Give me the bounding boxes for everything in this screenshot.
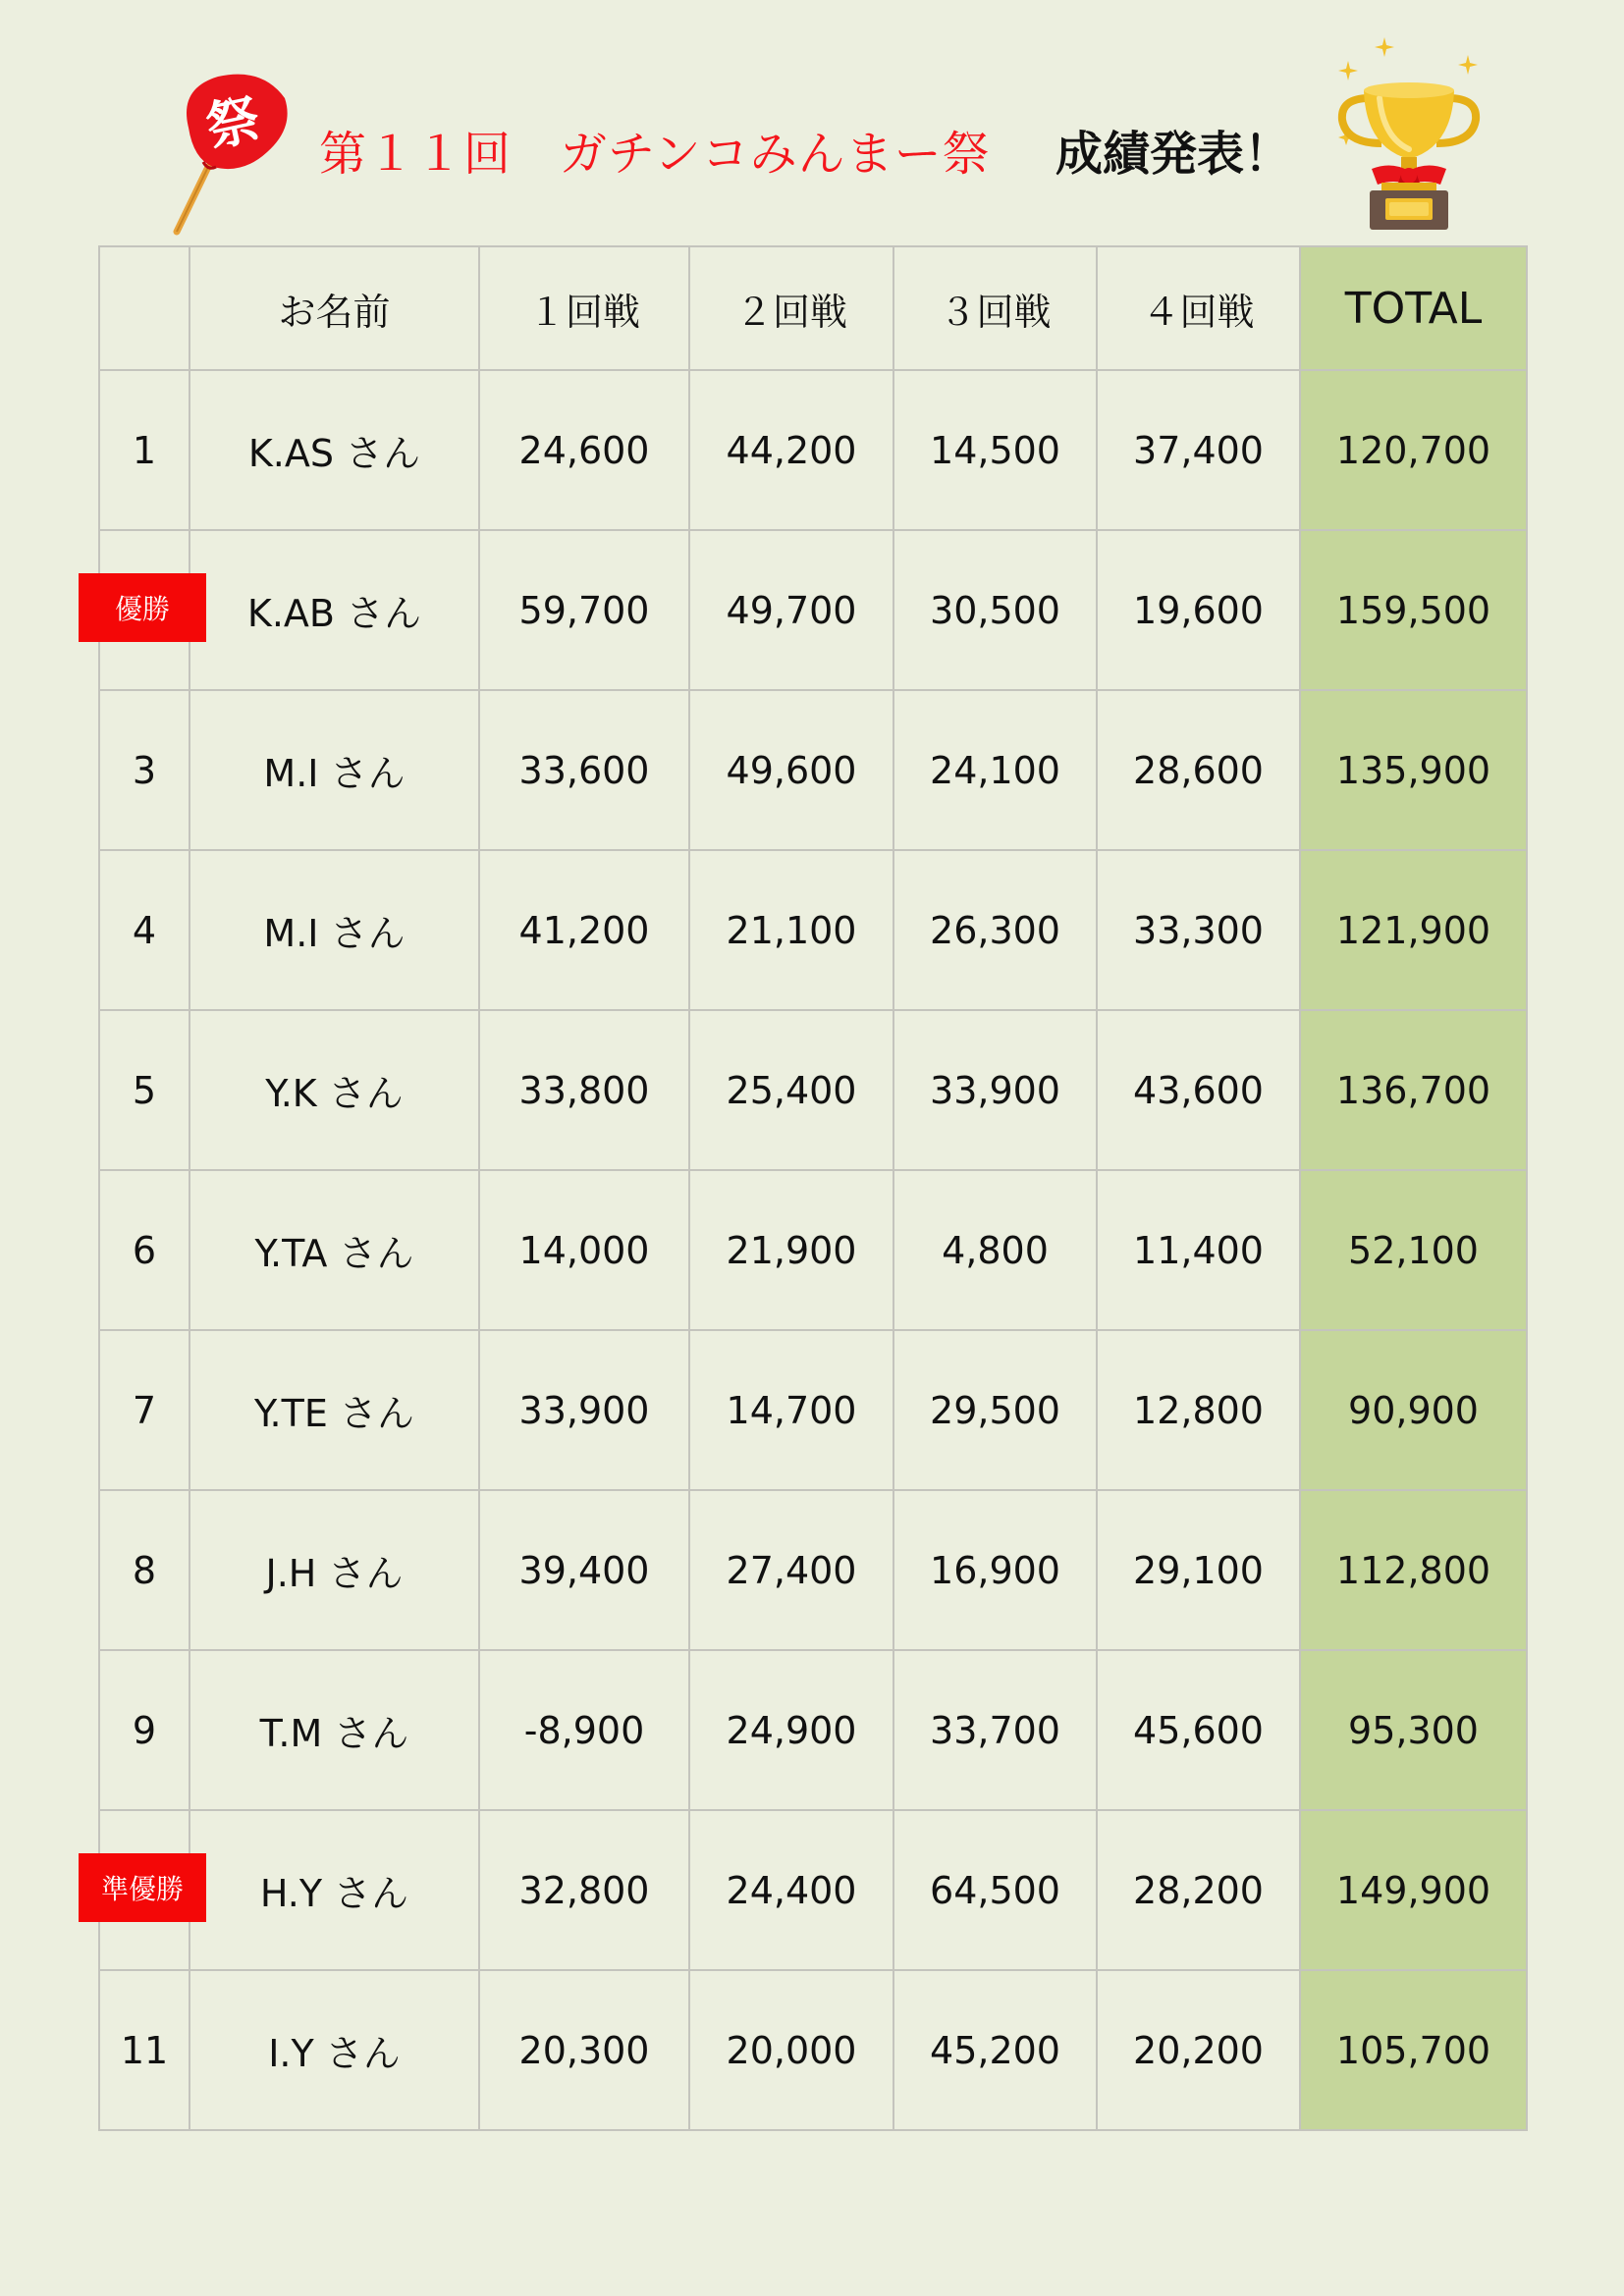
total-cell: 159,500 (1300, 530, 1527, 690)
round-2-cell: 20,000 (689, 1970, 893, 2130)
table-row (99, 530, 1527, 690)
name-cell: T.M さん (189, 1650, 479, 1810)
round-1-cell: 20,300 (479, 1970, 689, 2130)
rank-cell: 7 (99, 1330, 189, 1490)
round-2-cell: 25,400 (689, 1010, 893, 1170)
trophy-icon (1330, 22, 1488, 233)
header-row (99, 246, 1527, 370)
winner-badge: 優勝 (79, 573, 206, 642)
round-2-cell: 27,400 (689, 1490, 893, 1650)
name-cell: K.AB さん (189, 530, 479, 690)
round-2-cell: 49,600 (689, 690, 893, 850)
table-row (99, 1970, 1527, 2130)
total-cell: 95,300 (1300, 1650, 1527, 1810)
round-3-cell: 24,100 (893, 690, 1097, 850)
round-3-cell: 4,800 (893, 1170, 1097, 1330)
round-1-cell-negative: -8,900 (479, 1650, 689, 1810)
total-cell: 149,900 (1300, 1810, 1527, 1970)
rank-cell: 3 (99, 690, 189, 850)
round-3-cell: 33,700 (893, 1650, 1097, 1810)
table-row (99, 690, 1527, 850)
festival-fan-icon (169, 69, 297, 236)
round-4-cell: 28,200 (1097, 1810, 1300, 1970)
table-row (99, 1330, 1527, 1490)
name-cell: Y.TE さん (189, 1330, 479, 1490)
rank-cell: 4 (99, 850, 189, 1010)
rank-cell: 9 (99, 1650, 189, 1810)
name-cell: H.Y さん (189, 1810, 479, 1970)
header-round-2: ２回戦 (689, 246, 893, 370)
round-1-cell: 14,000 (479, 1170, 689, 1330)
round-3-cell: 30,500 (893, 530, 1097, 690)
round-4-cell: 12,800 (1097, 1330, 1300, 1490)
table-row (99, 850, 1527, 1010)
round-1-cell: 24,600 (479, 370, 689, 530)
svg-text:祭: 祭 (200, 87, 266, 159)
round-4-cell: 28,600 (1097, 690, 1300, 850)
runner-up-badge: 準優勝 (79, 1853, 206, 1922)
round-1-cell: 32,800 (479, 1810, 689, 1970)
header-round-1: １回戦 (479, 246, 689, 370)
header-round-4: ４回戦 (1097, 246, 1300, 370)
header-name: お名前 (189, 246, 479, 370)
results-announcement-title: 成績発表！ (1056, 127, 1292, 182)
round-3-cell: 26,300 (893, 850, 1097, 1010)
round-1-cell: 39,400 (479, 1490, 689, 1650)
table-row (99, 1490, 1527, 1650)
results-table (98, 245, 1528, 2131)
rank-cell: 1 (99, 370, 189, 530)
header-total: TOTAL (1300, 246, 1527, 370)
table-row (99, 1650, 1527, 1810)
total-cell: 90,900 (1300, 1330, 1527, 1490)
name-cell: Y.K さん (189, 1010, 479, 1170)
total-cell: 112,800 (1300, 1490, 1527, 1650)
rank-cell: 5 (99, 1010, 189, 1170)
round-4-cell: 33,300 (1097, 850, 1300, 1010)
total-cell: 136,700 (1300, 1010, 1527, 1170)
round-4-cell: 45,600 (1097, 1650, 1300, 1810)
event-title: 第１１回 ガチンコみんまー祭 (319, 127, 991, 182)
rank-cell: 6 (99, 1170, 189, 1330)
round-3-cell: 29,500 (893, 1330, 1097, 1490)
round-2-cell: 24,400 (689, 1810, 893, 1970)
table-row (99, 370, 1527, 530)
total-cell: 52,100 (1300, 1170, 1527, 1330)
round-3-cell: 14,500 (893, 370, 1097, 530)
round-1-cell: 59,700 (479, 530, 689, 690)
name-cell: M.I さん (189, 690, 479, 850)
header-rank (99, 246, 189, 370)
table-row (99, 1810, 1527, 1970)
round-4-cell: 11,400 (1097, 1170, 1300, 1330)
round-3-cell: 45,200 (893, 1970, 1097, 2130)
total-cell: 120,700 (1300, 370, 1527, 530)
name-cell: J.H さん (189, 1490, 479, 1650)
round-4-cell: 29,100 (1097, 1490, 1300, 1650)
round-3-cell: 64,500 (893, 1810, 1097, 1970)
name-cell: M.I さん (189, 850, 479, 1010)
round-4-cell: 37,400 (1097, 370, 1300, 530)
total-cell: 121,900 (1300, 850, 1527, 1010)
round-1-cell: 33,800 (479, 1010, 689, 1170)
round-3-cell: 33,900 (893, 1010, 1097, 1170)
round-2-cell: 14,700 (689, 1330, 893, 1490)
name-cell: I.Y さん (189, 1970, 479, 2130)
table-row (99, 1170, 1527, 1330)
table-row (99, 1010, 1527, 1170)
round-2-cell: 49,700 (689, 530, 893, 690)
rank-cell: 8 (99, 1490, 189, 1650)
rank-cell: 11 (99, 1970, 189, 2130)
name-cell: K.AS さん (189, 370, 479, 530)
round-3-cell: 16,900 (893, 1490, 1097, 1650)
name-cell: Y.TA さん (189, 1170, 479, 1330)
round-2-cell: 24,900 (689, 1650, 893, 1810)
round-1-cell: 33,900 (479, 1330, 689, 1490)
page-header (0, 0, 1624, 245)
round-1-cell: 41,200 (479, 850, 689, 1010)
round-4-cell: 19,600 (1097, 530, 1300, 690)
round-4-cell: 43,600 (1097, 1010, 1300, 1170)
round-2-cell: 21,100 (689, 850, 893, 1010)
header-round-3: ３回戦 (893, 246, 1097, 370)
round-4-cell: 20,200 (1097, 1970, 1300, 2130)
round-2-cell: 21,900 (689, 1170, 893, 1330)
round-1-cell: 33,600 (479, 690, 689, 850)
total-cell: 135,900 (1300, 690, 1527, 850)
round-2-cell: 44,200 (689, 370, 893, 530)
total-cell: 105,700 (1300, 1970, 1527, 2130)
